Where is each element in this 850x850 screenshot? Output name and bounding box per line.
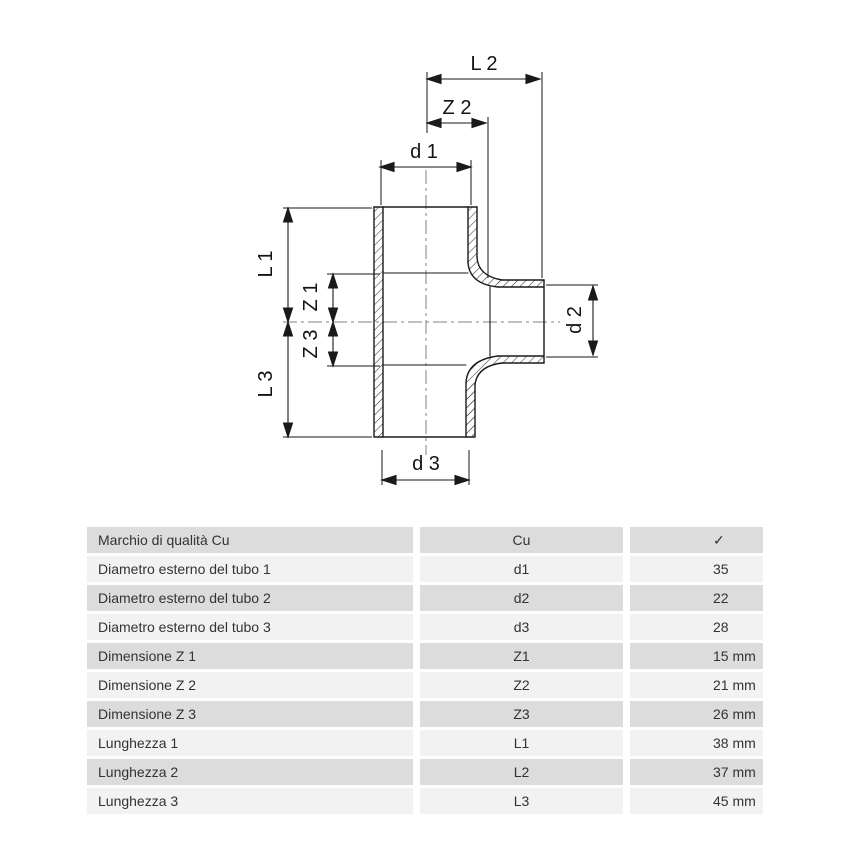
spec-row-value: 21 mm xyxy=(630,672,763,698)
spec-row-symbol: d3 xyxy=(420,614,623,640)
dim-label-d3: d 3 xyxy=(412,453,440,475)
spec-row-label: Dimensione Z 1 xyxy=(87,643,413,669)
spec-row-symbol: L2 xyxy=(420,759,623,785)
spec-row-label: Diametro esterno del tubo 3 xyxy=(87,614,413,640)
spec-row-value: 15 mm xyxy=(630,643,763,669)
spec-row-symbol: Cu xyxy=(420,527,623,553)
spec-row-value: 45 mm xyxy=(630,788,763,814)
dimension-labels xyxy=(255,53,586,475)
centerlines xyxy=(283,170,560,455)
spec-row-value: ✓ xyxy=(630,527,763,553)
spec-row-label: Lunghezza 2 xyxy=(87,759,413,785)
spec-row-symbol: L1 xyxy=(420,730,623,756)
spec-row-value: 35 xyxy=(630,556,763,582)
spec-table xyxy=(87,527,763,814)
dim-label-d2: d 2 xyxy=(564,306,586,334)
spec-row-symbol: Z3 xyxy=(420,701,623,727)
spec-row-label: Marchio di qualità Cu xyxy=(87,527,413,553)
dim-label-d1: d 1 xyxy=(410,141,438,163)
spec-row-label: Lunghezza 1 xyxy=(87,730,413,756)
spec-row-label: Diametro esterno del tubo 2 xyxy=(87,585,413,611)
spec-row-symbol: Z2 xyxy=(420,672,623,698)
dim-label-l1: L 1 xyxy=(255,250,277,278)
spec-row-label: Lunghezza 3 xyxy=(87,788,413,814)
dim-label-z3: Z 3 xyxy=(300,329,322,359)
spec-row-label: Diametro esterno del tubo 1 xyxy=(87,556,413,582)
spec-row-label: Dimensione Z 3 xyxy=(87,701,413,727)
dim-label-l2: L 2 xyxy=(470,53,498,75)
spec-row-symbol: d2 xyxy=(420,585,623,611)
spec-row-symbol: L3 xyxy=(420,788,623,814)
dim-label-l3: L 3 xyxy=(255,370,277,398)
dim-label-z1: Z 1 xyxy=(300,282,322,312)
spec-row-value: 28 xyxy=(630,614,763,640)
dim-label-z2: Z 2 xyxy=(442,97,472,119)
dimension-lines xyxy=(284,75,598,485)
spec-row-symbol: Z1 xyxy=(420,643,623,669)
spec-row-value: 22 xyxy=(630,585,763,611)
spec-row-value: 37 mm xyxy=(630,759,763,785)
spec-row-symbol: d1 xyxy=(420,556,623,582)
spec-row-label: Dimensione Z 2 xyxy=(87,672,413,698)
extension-lines xyxy=(283,72,598,485)
spec-row-value: 38 mm xyxy=(630,730,763,756)
spec-row-value: 26 mm xyxy=(630,701,763,727)
